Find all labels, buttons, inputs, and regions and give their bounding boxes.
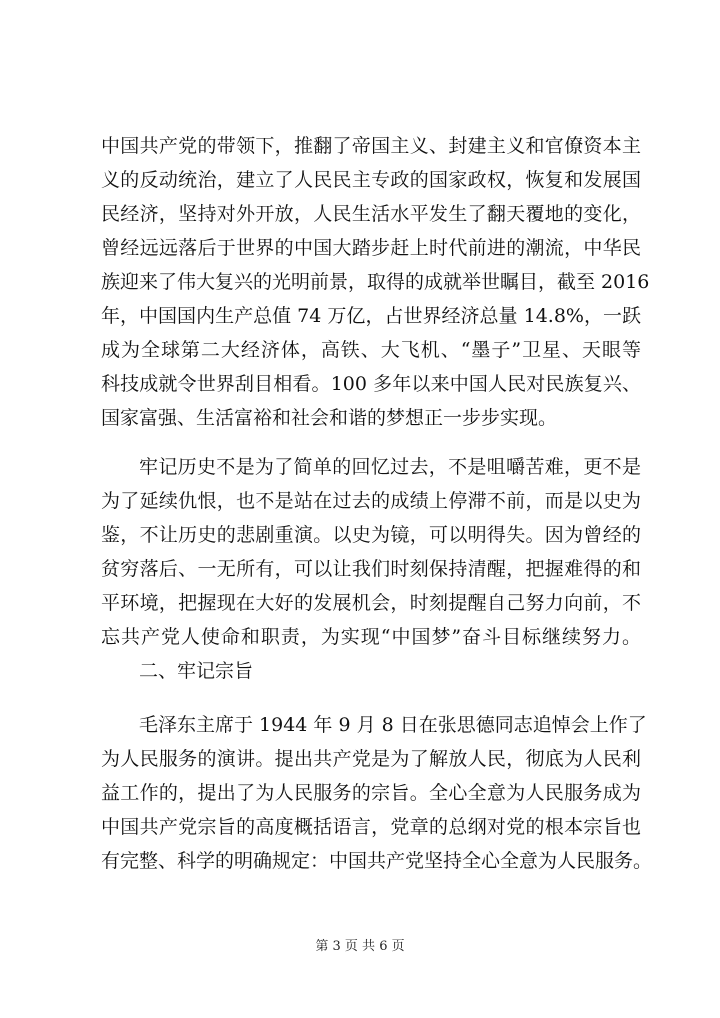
text-line: 有完整、科学的明确规定：中国共产党坚持全心全意为人民服务。 bbox=[101, 850, 653, 872]
section-heading: 二、牢记宗旨 bbox=[139, 660, 254, 682]
text-line: 民经济，坚持对外开放，人民生活水平发生了翻天覆地的变化， bbox=[101, 203, 641, 225]
text-line: 益工作的，提出了为人民服务的宗旨。全心全意为人民服务成为 bbox=[101, 782, 641, 804]
text-line: 平环境，把握现在大好的发展机会，时刻提醒自己努力向前，不 bbox=[101, 592, 641, 614]
text-line: 中国共产党宗旨的高度概括语言，党章的总纲对党的根本宗旨也 bbox=[101, 816, 641, 838]
text-line: 为人民服务的演讲。提出共产党是为了解放人民，彻底为人民利 bbox=[101, 748, 641, 770]
page-number-footer: 第 3 页 共 6 页 bbox=[315, 939, 405, 954]
text-line: 中国共产党的带领下，推翻了帝国主义、封建主义和官僚资本主 bbox=[101, 135, 641, 157]
text-line: 为了延续仇恨，也不是站在过去的成绩上停滞不前，而是以史为 bbox=[101, 490, 641, 512]
text-line: 科技成就令世界刮目相看。100 多年以来中国人民对民族复兴、 bbox=[101, 373, 641, 395]
text-line: 义的反动统治，建立了人民民主专政的国家政权，恢复和发展国 bbox=[101, 169, 641, 191]
text-line: 年，中国国内生产总值 74 万亿，占世界经济总量 14.8%，一跃 bbox=[101, 305, 641, 327]
text-line: 贫穷落后、一无所有，可以让我们时刻保持清醒，把握难得的和 bbox=[101, 558, 641, 580]
text-line: 曾经远远落后于世界的中国大踏步赶上时代前进的潮流，中华民 bbox=[101, 237, 641, 259]
text-line: 忘共产党人使命和职责，为实现“中国梦”奋斗目标继续努力。 bbox=[101, 626, 641, 648]
text-line: 成为全球第二大经济体，高铁、大飞机、“墨子”卫星、天眼等 bbox=[101, 339, 641, 361]
text-line: 牢记历史不是为了简单的回忆过去，不是咀嚼苦难，更不是 bbox=[139, 456, 641, 478]
text-line: 族迎来了伟大复兴的光明前景，取得的成就举世瞩目，截至 2016 bbox=[101, 271, 650, 293]
text-line: 鉴，不让历史的悲剧重演。以史为镜，可以明得失。因为曾经的 bbox=[101, 524, 641, 546]
text-line: 毛泽东主席于 1944 年 9 月 8 日在张思德同志追悼会上作了 bbox=[139, 714, 647, 736]
text-line: 国家富强、生活富裕和社会和谐的梦想正一步步实现。 bbox=[101, 407, 558, 429]
